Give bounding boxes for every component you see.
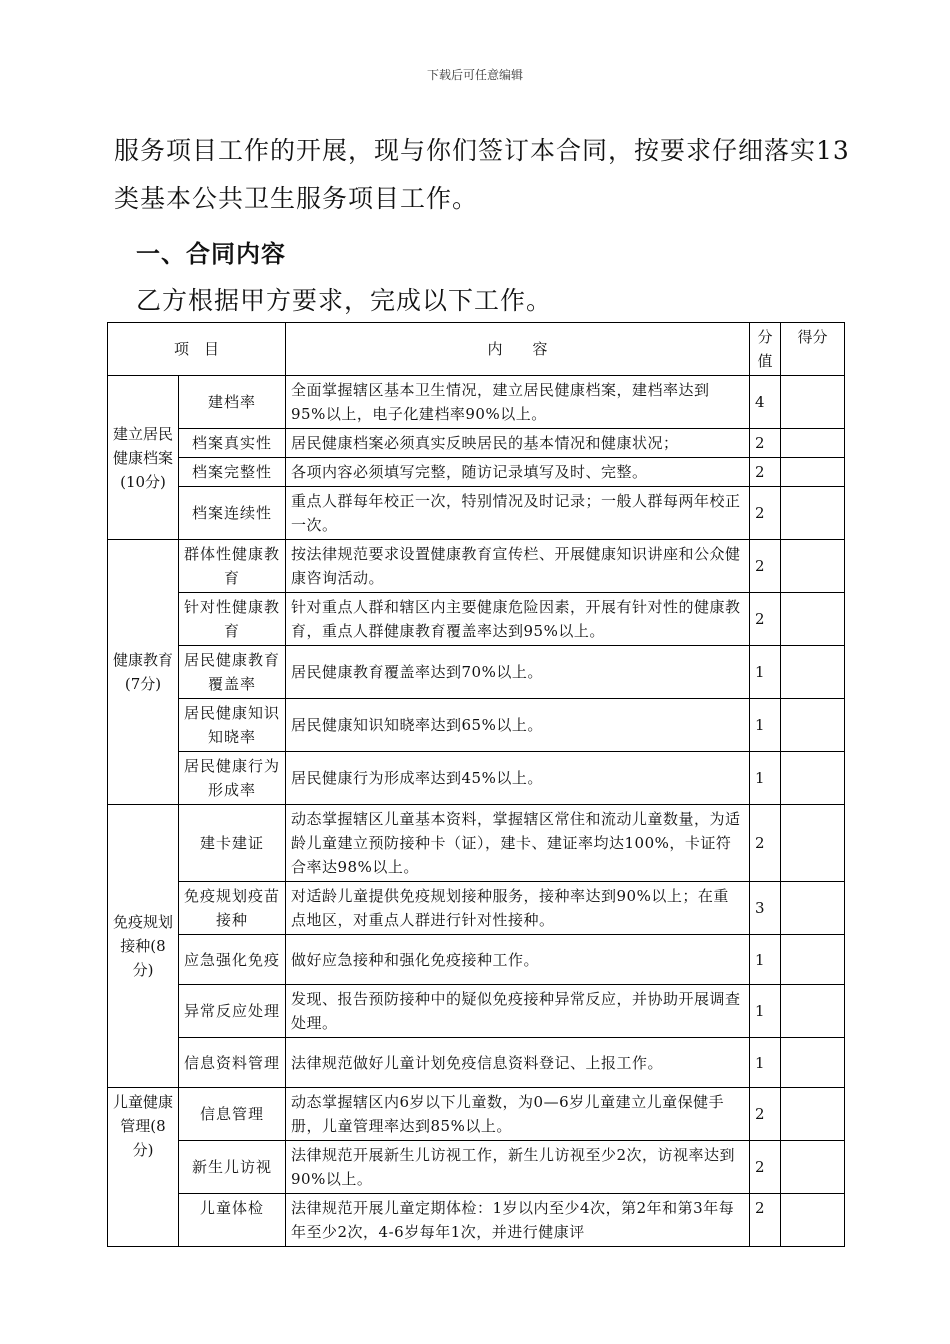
content-cell: 全面掌握辖区基本卫生情况，建立居民健康档案，建档率达到95%以上，电子化建档率90%以上。 [286,376,750,429]
score-cell: 2 [750,487,781,540]
content-cell: 按法律规范要求设置健康教育宣传栏、开展健康知识讲座和公众健康咨询活动。 [286,540,750,593]
table-row [108,935,845,985]
score-cell: 1 [750,935,781,985]
got-cell [781,593,845,646]
got-cell [781,985,845,1038]
item-cell: 居民健康知识知晓率 [179,699,286,752]
score-cell: 2 [750,593,781,646]
table-row [108,752,845,805]
score-cell: 1 [750,985,781,1038]
content-cell: 法律规范开展新生儿访视工作，新生儿访视至少2次，访视率达到90%以上。 [286,1141,750,1194]
header-got: 得分 [781,323,845,376]
score-cell: 2 [750,540,781,593]
work-content-table [107,322,845,1247]
item-cell: 建档率 [179,376,286,429]
item-cell: 档案连续性 [179,487,286,540]
got-cell [781,699,845,752]
table-row [108,985,845,1038]
content-cell: 法律规范开展儿童定期体检：1岁以内至少4次，第2年和第3年每年至少2次，4-6岁每年1次，并进行健康评 [286,1194,750,1247]
content-cell: 法律规范做好儿童计划免疫信息资料登记、上报工作。 [286,1038,750,1088]
item-cell: 异常反应处理 [179,985,286,1038]
content-cell: 对适龄儿童提供免疫规划接种服务，接种率达到90%以上；在重点地区，对重点人群进行针对性接种。 [286,882,750,935]
item-cell: 档案真实性 [179,429,286,458]
score-cell: 1 [750,1038,781,1088]
table-row [108,1038,845,1088]
item-cell: 免疫规划疫苗接种 [179,882,286,935]
content-cell: 居民健康知识知晓率达到65%以上。 [286,699,750,752]
item-cell: 新生儿访视 [179,1141,286,1194]
item-cell: 居民健康行为形成率 [179,752,286,805]
table-row [108,646,845,699]
table-row [108,458,845,487]
got-cell [781,805,845,882]
table-row [108,1194,845,1247]
got-cell [781,1038,845,1088]
score-cell: 4 [750,376,781,429]
table-row [108,487,845,540]
score-cell: 2 [750,1141,781,1194]
header-note: 下载后可任意编辑 [426,68,523,82]
score-cell: 2 [750,429,781,458]
got-cell [781,935,845,985]
content-cell: 发现、报告预防接种中的疑似免疫接种异常反应，并协助开展调查处理。 [286,985,750,1038]
score-cell: 2 [750,1088,781,1141]
got-cell [781,540,845,593]
content-cell: 居民健康教育覆盖率达到70%以上。 [286,646,750,699]
item-cell: 儿童体检 [179,1194,286,1247]
score-cell: 1 [750,646,781,699]
table-row [108,805,845,882]
score-cell: 2 [750,1194,781,1247]
item-cell: 信息资料管理 [179,1038,286,1088]
got-cell [781,646,845,699]
got-cell [781,1194,845,1247]
category-cell: 建立居民健康档案(10分) [108,376,179,540]
table-row [108,593,845,646]
category-cell: 健康教育(7分) [108,540,179,805]
score-cell: 1 [750,699,781,752]
header-content: 内 容 [286,323,750,376]
content-cell: 重点人群每年校正一次，特别情况及时记录；一般人群每两年校正一次。 [286,487,750,540]
content-cell: 居民健康档案必须真实反映居民的基本情况和健康状况； [286,429,750,458]
content-cell: 动态掌握辖区儿童基本资料，掌握辖区常住和流动儿童数量，为适龄儿童建立预防接种卡（证），建卡、建证率均达100%，卡证符合率达98%以上。 [286,805,750,882]
content-cell: 针对重点人群和辖区内主要健康危险因素，开展有针对性的健康教育，重点人群健康教育覆盖率达到95%以上。 [286,593,750,646]
table-row [108,1088,845,1141]
item-cell: 建卡建证 [179,805,286,882]
table-row [108,1141,845,1194]
header-item: 项 目 [108,323,286,376]
section-heading: 一、合同内容 [136,239,286,268]
got-cell [781,376,845,429]
content-cell: 各项内容必须填写完整，随访记录填写及时、完整。 [286,458,750,487]
content-cell: 居民健康行为形成率达到45%以上。 [286,752,750,805]
paragraph-line-3: 乙方根据甲方要求，完成以下工作。 [136,286,553,315]
got-cell [781,752,845,805]
got-cell [781,882,845,935]
content-cell: 做好应急接种和强化免疫接种工作。 [286,935,750,985]
score-cell: 2 [750,458,781,487]
got-cell [781,458,845,487]
category-cell: 免疫规划接种(8分) [108,805,179,1088]
score-cell: 2 [750,805,781,882]
got-cell [781,487,845,540]
item-cell: 档案完整性 [179,458,286,487]
got-cell [781,1088,845,1141]
paragraph-line-2: 类基本公共卫生服务项目工作。 [114,184,479,213]
table-row [108,882,845,935]
score-cell: 1 [750,752,781,805]
table-header-row [108,323,845,376]
got-cell [781,429,845,458]
table-row [108,376,845,429]
table-row [108,429,845,458]
item-cell: 信息管理 [179,1088,286,1141]
paragraph-line-1: 服务项目工作的开展，现与你们签订本合同，按要求仔细落实13 [114,136,850,165]
item-cell: 居民健康教育覆盖率 [179,646,286,699]
item-cell: 应急强化免疫 [179,935,286,985]
table-row [108,699,845,752]
item-cell: 群体性健康教育 [179,540,286,593]
category-cell: 儿童健康管理(8分) [108,1088,179,1247]
score-cell: 3 [750,882,781,935]
header-score: 分值 [750,323,781,376]
table-row [108,540,845,593]
content-cell: 动态掌握辖区内6岁以下儿童数，为0—6岁儿童建立儿童保健手册，儿童管理率达到85%以上。 [286,1088,750,1141]
got-cell [781,1141,845,1194]
item-cell: 针对性健康教育 [179,593,286,646]
